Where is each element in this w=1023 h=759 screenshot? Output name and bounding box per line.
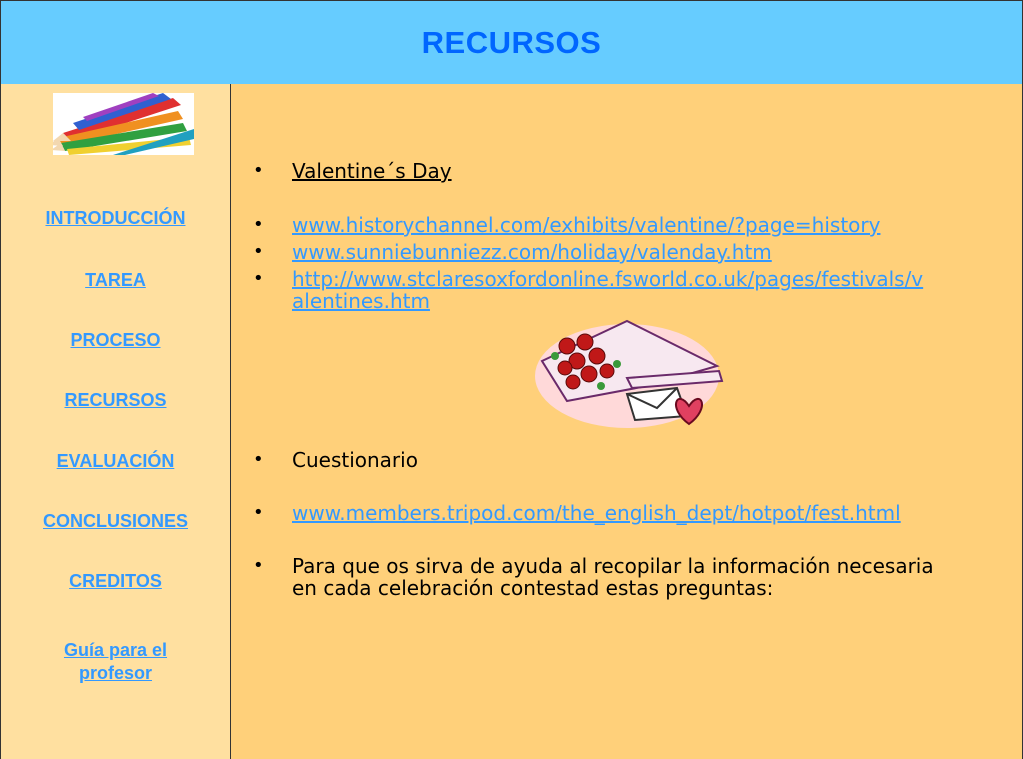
- nav-guia-profesor[interactable]: [1, 639, 230, 685]
- nav-evaluacion[interactable]: EVALUACIÓN: [56, 451, 175, 471]
- link-stclares[interactable]: [292, 268, 1012, 312]
- instructions-line1: Para que os sirva de ayuda al recopilar la información necesaria: [292, 554, 934, 578]
- bullet: •: [253, 449, 264, 470]
- nav-proceso[interactable]: PROCESO: [70, 330, 161, 350]
- bullet: •: [253, 555, 264, 576]
- nav-guia-line1: Guía para el: [63, 640, 168, 660]
- nav-tarea[interactable]: TAREA: [85, 270, 146, 290]
- nav-guia-line2: profesor: [78, 663, 152, 683]
- page-header: [0, 0, 1023, 85]
- link-tripod[interactable]: www.members.tripod.com/the_english_dept/hotpot/fest.html: [292, 501, 901, 525]
- nav-conclusiones[interactable]: CONCLUSIONES: [42, 511, 188, 531]
- instructions-paragraph: [292, 555, 1012, 599]
- link-historychannel[interactable]: www.historychannel.com/exhibits/valentine/?page=history: [292, 213, 881, 237]
- main-content: [231, 84, 1023, 759]
- section-title-valentine: Valentine´s Day: [292, 159, 452, 183]
- bullet: •: [253, 502, 264, 523]
- nav-creditos[interactable]: CREDITOS: [69, 571, 162, 591]
- bullet: •: [253, 214, 264, 235]
- sidebar: [0, 84, 231, 759]
- bullet: •: [253, 268, 264, 289]
- nav-recursos[interactable]: RECURSOS: [64, 390, 167, 410]
- nav-introduccion[interactable]: INTRODUCCIÓN: [45, 208, 186, 228]
- page-title: RECURSOS: [421, 24, 602, 60]
- link-stclares-line1: http://www.stclaresoxfordonline.fsworld.co.uk/pages/festivals/v: [292, 267, 924, 291]
- bullet: •: [253, 241, 264, 262]
- colored-pencils-icon: [53, 93, 194, 155]
- instructions-line2: en cada celebración contestad estas preguntas:: [292, 576, 774, 600]
- link-sunniebunniezz[interactable]: www.sunniebunniezz.com/holiday/valenday.htm: [292, 240, 772, 264]
- link-stclares-line2: alentines.htm: [292, 289, 430, 313]
- roses-bouquet-icon: [527, 316, 727, 436]
- bullet: •: [253, 160, 264, 181]
- section-title-cuestionario: Cuestionario: [292, 448, 418, 472]
